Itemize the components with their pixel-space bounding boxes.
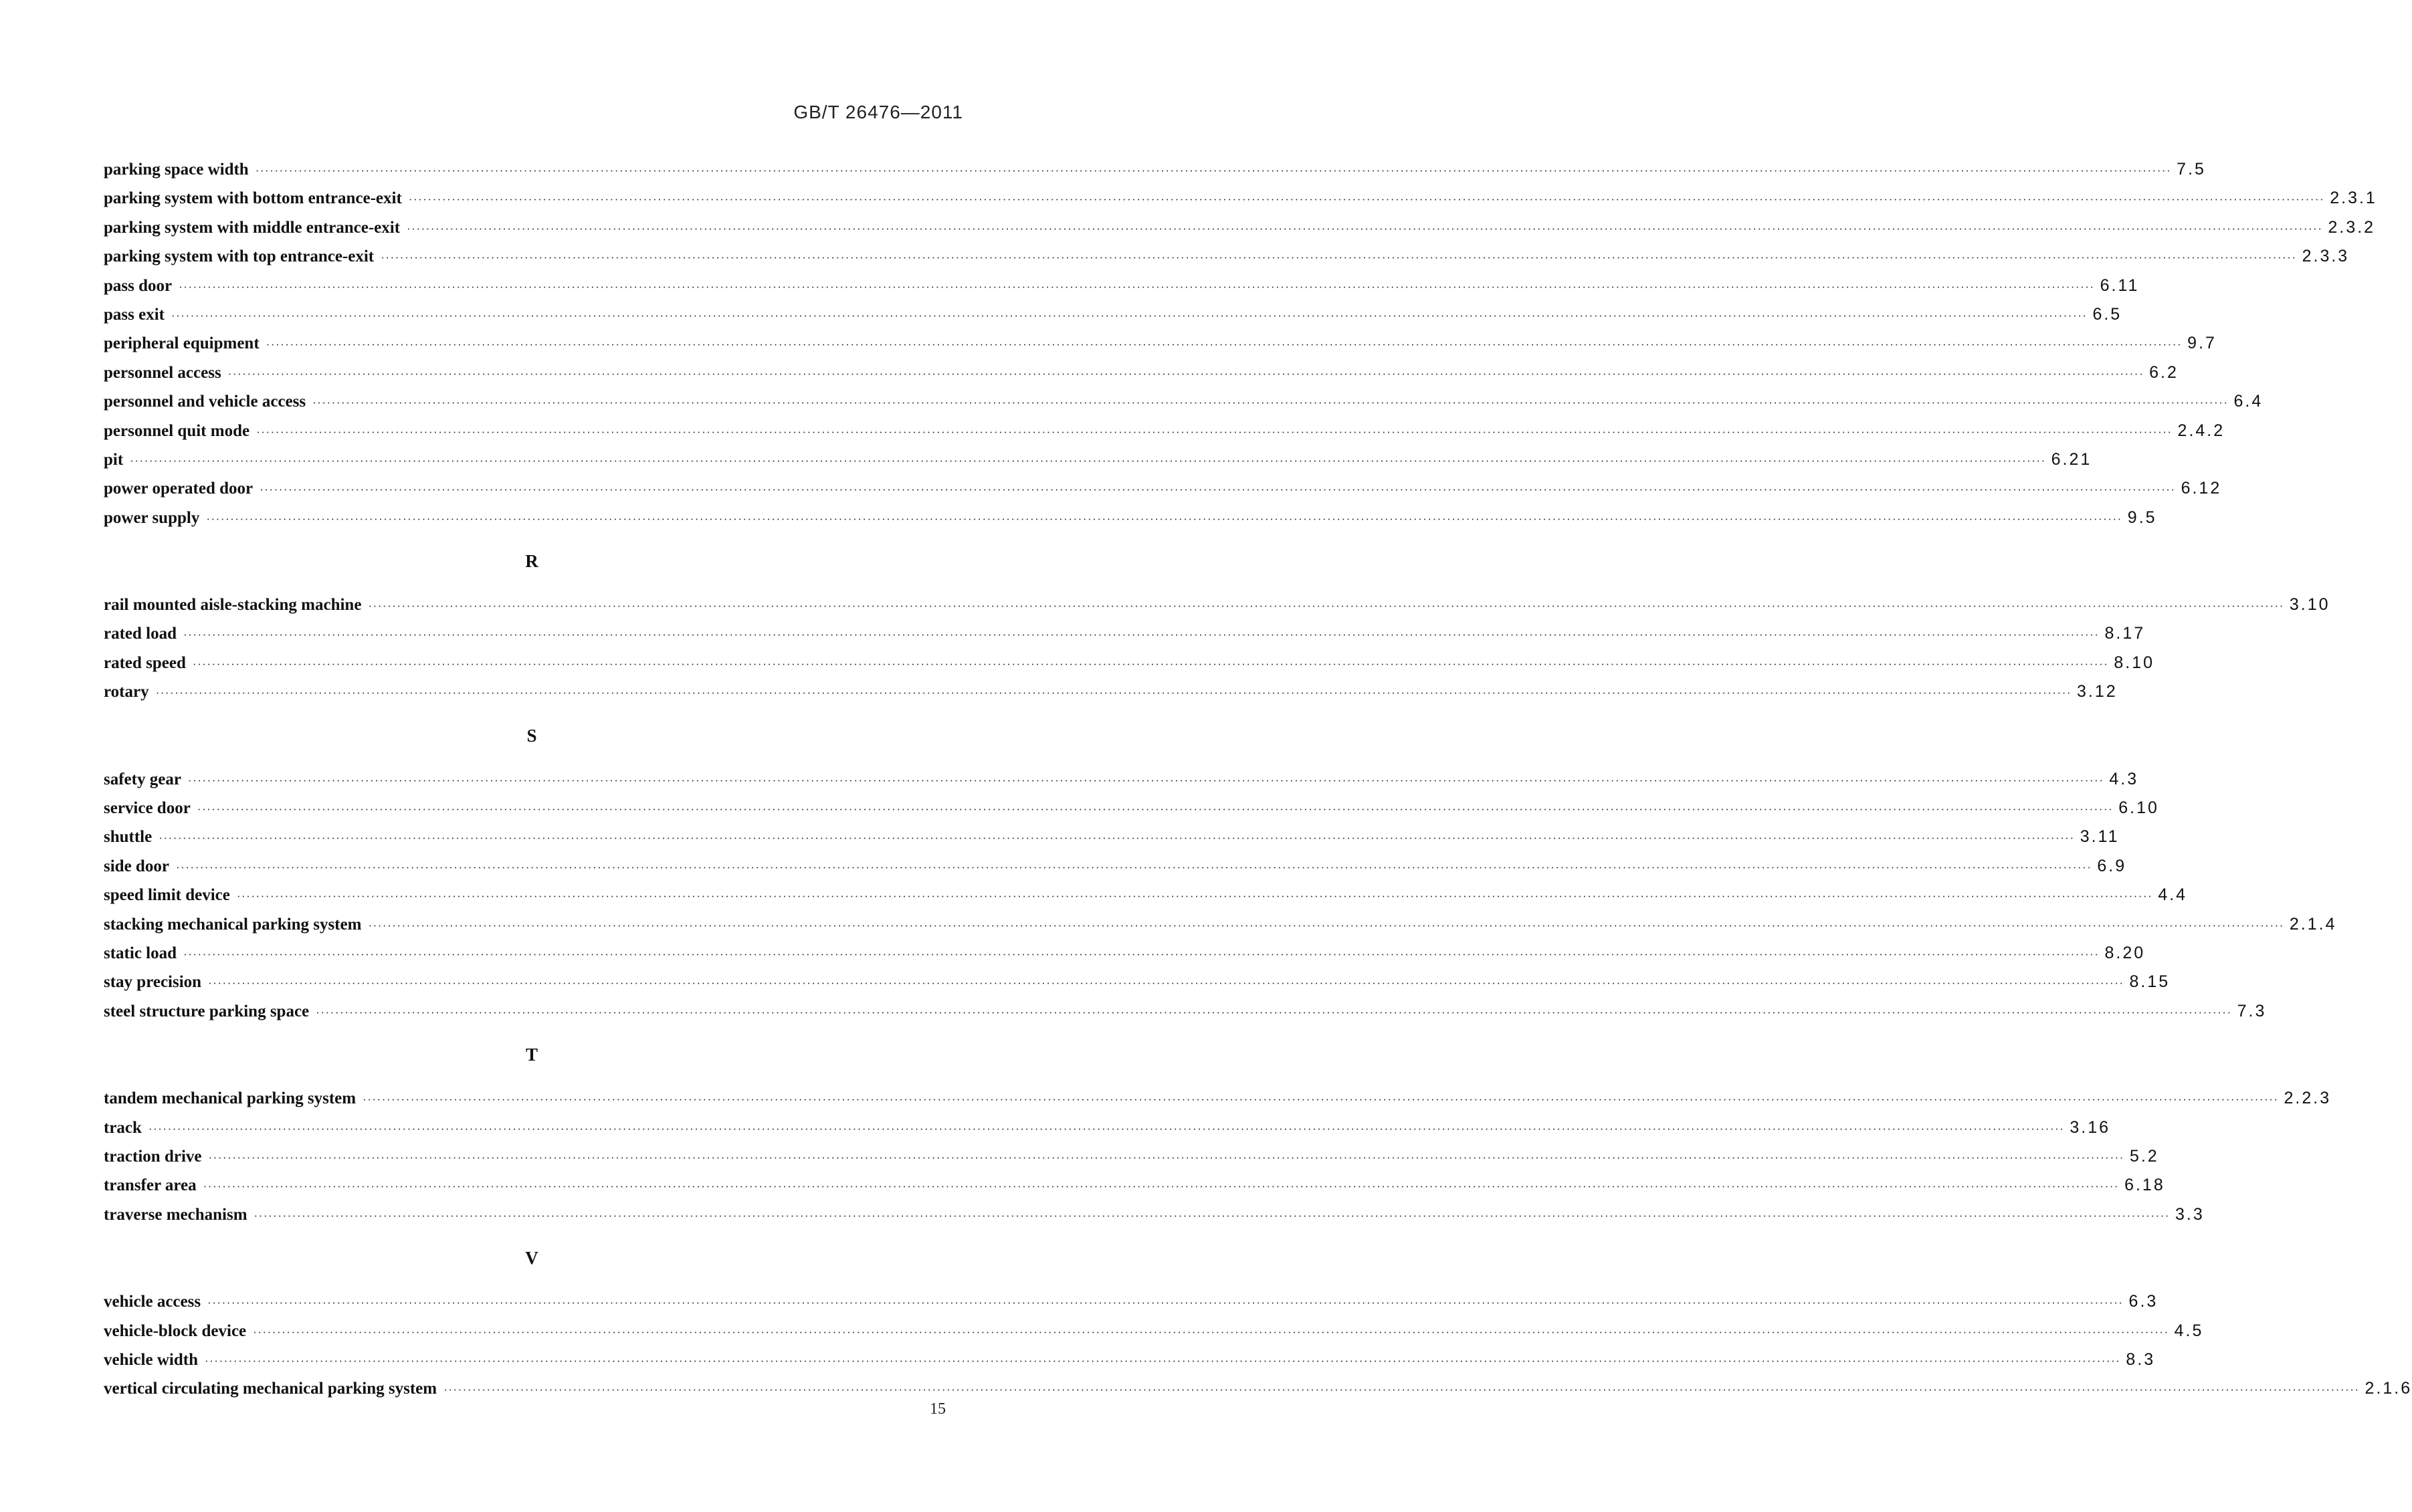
index-reference: 3.10 xyxy=(2289,595,2330,615)
index-reference: 2.4.2 xyxy=(2177,421,2225,440)
index-reference: 2.1.4 xyxy=(2289,914,2337,934)
index-term: pit xyxy=(104,450,124,469)
index-term: rated speed xyxy=(104,653,186,672)
dot-leader: ················································································································································································································································································································································································································ xyxy=(408,193,2325,207)
section-letter-heading: T xyxy=(525,1045,538,1065)
dot-leader: ················································································································································································································································································································································································································ xyxy=(183,948,2100,961)
dot-leader: ················································································································································································································································································································································································································ xyxy=(208,1151,2124,1164)
index-reference: 3.12 xyxy=(2077,682,2118,701)
dot-leader: ················································································································································································································································································································································································································ xyxy=(363,1093,2279,1107)
dot-leader: ················································································································································································································································································································································································································ xyxy=(407,222,2323,235)
index-entry xyxy=(104,300,2122,329)
section-letter-heading: R xyxy=(525,551,538,572)
dot-leader: ················································································································································································································································································································································································································ xyxy=(155,687,2072,700)
index-entry xyxy=(104,417,2225,445)
index-term: track xyxy=(104,1118,142,1137)
index-term: parking system with bottom entrance-exit xyxy=(104,189,402,208)
index-term: rated load xyxy=(104,625,177,643)
dot-leader: ················································································································································································································································································································································································································ xyxy=(254,1209,2170,1222)
dot-leader: ················································································································································································································································································································································································································ xyxy=(197,803,2114,817)
index-term: pass door xyxy=(104,276,173,295)
index-term: vehicle width xyxy=(104,1350,198,1369)
index-reference: 6.9 xyxy=(2097,856,2127,875)
index-term: parking system with middle entrance-exit xyxy=(104,218,401,237)
dot-leader: ················································································································································································································································································································································································································ xyxy=(255,165,2172,177)
index-entry xyxy=(104,1171,2165,1200)
index-reference: 2.1.6 xyxy=(2365,1379,2412,1398)
index-entry xyxy=(104,1345,2156,1374)
index-reference: 7.3 xyxy=(2237,1001,2267,1020)
index-term: parking system with top entrance-exit xyxy=(104,247,375,266)
dot-leader: ················································································································································································································································································································································································································ xyxy=(183,629,2100,642)
dot-leader: ················································································································································································································································································································································································································ xyxy=(443,1384,2360,1397)
index-reference: 2.3.2 xyxy=(2328,217,2376,237)
index-entry xyxy=(104,272,2140,300)
dot-leader: ················································································································································································································································································································································································································ xyxy=(253,1325,2169,1339)
index-term: rail mounted aisle-stacking machine xyxy=(104,596,362,615)
index-entry xyxy=(104,184,2377,213)
dot-leader: ················································································································································································································································································································································································································ xyxy=(179,280,2095,294)
index-term: shuttle xyxy=(104,828,153,847)
index-term: side door xyxy=(104,857,169,875)
index-reference: 5.2 xyxy=(2129,1146,2159,1166)
index-entry xyxy=(104,504,2157,532)
index-entry xyxy=(104,968,2171,996)
index-term: service door xyxy=(104,799,191,818)
dot-leader: ················································································································································································································································································································································································································ xyxy=(316,1006,2232,1019)
dot-leader: ················································································································································································································································································································································································································ xyxy=(256,425,2173,439)
dot-leader: ················································································································································································································································································································································································································ xyxy=(381,251,2297,265)
index-reference: 2.2.3 xyxy=(2284,1089,2332,1108)
index-entry xyxy=(104,242,2350,271)
index-term: vertical circulating mechanical parking system xyxy=(104,1380,437,1398)
index-reference: 6.10 xyxy=(2118,798,2159,818)
index-entry xyxy=(104,910,2337,939)
index-entry xyxy=(104,1200,2205,1229)
index-entry xyxy=(104,474,2222,503)
index-term: traverse mechanism xyxy=(104,1205,247,1224)
dot-leader: ················································································································································································································································································································································································································ xyxy=(208,977,2124,990)
index-reference: 4.3 xyxy=(2109,769,2139,788)
dot-leader: ················································································································································································································································································································································································································ xyxy=(368,919,2284,932)
index-term: parking space width xyxy=(104,160,249,179)
index-term: rotary xyxy=(104,683,149,701)
index-reference: 6.12 xyxy=(2181,479,2222,498)
index-term: power supply xyxy=(104,508,200,527)
section-letter-heading: V xyxy=(525,1248,538,1269)
dot-leader: ················································································································································································································································································································································································································ xyxy=(260,483,2176,497)
index-term: vehicle access xyxy=(104,1293,201,1311)
index-reference: 8.15 xyxy=(2129,972,2171,992)
index-entry xyxy=(104,1374,2412,1403)
dot-leader: ················································································································································································································································································································································································································ xyxy=(312,397,2229,410)
index-reference: 6.4 xyxy=(2233,392,2264,411)
index-entry xyxy=(104,590,2330,619)
index-reference: 6.18 xyxy=(2124,1176,2165,1195)
section-letter-heading: S xyxy=(526,725,537,746)
dot-leader: ················································································································································································································································································································································································································ xyxy=(206,512,2122,526)
index-entry xyxy=(104,765,2139,794)
index-reference: 2.3.3 xyxy=(2302,247,2350,266)
index-reference: 8.3 xyxy=(2126,1349,2156,1369)
index-reference: 3.3 xyxy=(2175,1204,2205,1224)
dot-leader: ················································································································································································································································································································································································································ xyxy=(187,774,2104,787)
dot-leader: ················································································································································································································································································································································································································ xyxy=(368,600,2284,613)
index-term: pass exit xyxy=(104,305,165,324)
dot-leader: ················································································································································································································································································································································································································ xyxy=(192,657,2109,671)
index-term: power operated door xyxy=(104,479,254,498)
index-term: peripheral equipment xyxy=(104,334,260,353)
index-entry xyxy=(104,155,2206,184)
index-entry xyxy=(104,1287,2158,1316)
dot-leader: ················································································································································································································································································································································································································ xyxy=(159,832,2075,845)
index-entry xyxy=(104,358,2179,387)
index-entry xyxy=(104,649,2155,677)
index-entry xyxy=(104,1113,2111,1142)
dot-leader: ················································································································································································································································································································································································································ xyxy=(148,1122,2065,1136)
index-entry xyxy=(104,213,2376,242)
dot-leader: ················································································································································································································································································································································································································ xyxy=(130,454,2046,467)
page-number: 15 xyxy=(930,1400,946,1418)
index-reference: 9.5 xyxy=(2127,508,2157,527)
index-reference: 3.11 xyxy=(2080,827,2120,847)
index-entry xyxy=(104,881,2188,909)
index-entry xyxy=(104,1317,2204,1345)
index-reference: 8.10 xyxy=(2114,653,2155,672)
index-reference: 8.17 xyxy=(2104,624,2146,643)
index-entry xyxy=(104,619,2146,648)
index-term: safety gear xyxy=(104,770,181,788)
index-term: tandem mechanical parking system xyxy=(104,1089,357,1108)
index-term: personnel access xyxy=(104,363,221,382)
index-entry xyxy=(104,387,2264,416)
index-reference: 6.2 xyxy=(2149,362,2179,382)
index-entry xyxy=(104,794,2159,823)
index-entry xyxy=(104,823,2120,851)
index-entry xyxy=(104,677,2118,706)
index-reference: 9.7 xyxy=(2187,334,2217,353)
index-term: transfer area xyxy=(104,1176,197,1195)
dot-leader: ················································································································································································································································································································································································································ xyxy=(227,367,2144,381)
index-reference: 4.4 xyxy=(2158,885,2188,905)
index-entry xyxy=(104,1084,2332,1113)
index-reference: 6.21 xyxy=(2051,449,2092,469)
index-entry xyxy=(104,939,2146,968)
index-list xyxy=(104,155,2412,1404)
index-entry xyxy=(104,1142,2159,1171)
index-term: personnel quit mode xyxy=(104,421,250,440)
index-reference: 3.16 xyxy=(2070,1117,2111,1137)
dot-leader: ················································································································································································································································································································································································································ xyxy=(204,1354,2121,1368)
index-reference: 6.11 xyxy=(2100,276,2140,295)
index-term: vehicle-block device xyxy=(104,1321,247,1340)
index-term: stacking mechanical parking system xyxy=(104,915,362,934)
index-entry xyxy=(104,997,2267,1026)
index-term: static load xyxy=(104,944,177,962)
index-reference: 4.5 xyxy=(2174,1321,2204,1340)
index-term: traction drive xyxy=(104,1147,202,1166)
dot-leader: ················································································································································································································································································································································································································ xyxy=(171,309,2088,322)
index-reference: 8.20 xyxy=(2104,943,2146,962)
index-reference: 2.3.1 xyxy=(2330,189,2377,208)
index-reference: 7.5 xyxy=(2177,160,2206,179)
index-entry xyxy=(104,852,2127,881)
index-term: stay precision xyxy=(104,973,202,992)
index-term: personnel and vehicle access xyxy=(104,393,306,411)
index-term: speed limit device xyxy=(104,886,230,905)
index-term: steel structure parking space xyxy=(104,1002,310,1020)
dot-leader: ················································································································································································································································································································································································································ xyxy=(203,1180,2120,1194)
index-reference: 6.5 xyxy=(2092,304,2122,324)
index-entry xyxy=(104,329,2217,358)
dot-leader: ················································································································································································································································································································································································································ xyxy=(236,890,2153,903)
dot-leader: ················································································································································································································································································································································································································ xyxy=(175,861,2092,874)
index-entry xyxy=(104,445,2092,474)
document-id-header: GB/T 26476—2011 xyxy=(793,102,963,122)
dot-leader: ················································································································································································································································································································································································································ xyxy=(207,1297,2124,1310)
index-reference: 6.3 xyxy=(2128,1292,2158,1311)
dot-leader: ················································································································································································································································································································································································································ xyxy=(266,338,2183,352)
